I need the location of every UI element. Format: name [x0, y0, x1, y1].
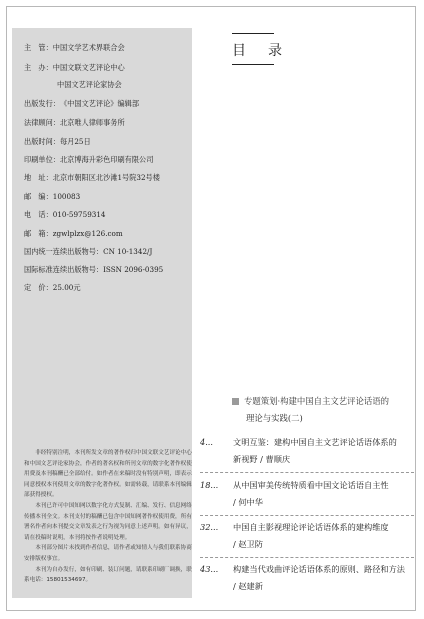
- toc-entry-title: 中国自主影视理论评论话语体系的建构维度: [233, 522, 389, 532]
- info-row-legal: [24, 118, 125, 127]
- info-row-printer: [24, 155, 153, 164]
- info-label: 出版发行：: [24, 99, 60, 108]
- toc-page-number: 4...: [200, 437, 214, 447]
- notice-paragraph: 本刊为自办发行，如有印刷、装订问题，请联系印刷厂调换，联系电话：15801534697。: [24, 566, 192, 584]
- info-value: CN 10-1342/J: [103, 247, 153, 256]
- info-row-postcode: [24, 192, 80, 201]
- toc-page-number: 43...: [200, 564, 219, 574]
- info-value: 中国文艺评论家协会: [57, 80, 122, 89]
- toc-entry-author: 新视野 / 曹顺庆: [233, 454, 291, 464]
- info-label: 主 管：: [24, 43, 53, 52]
- info-value: 北京唯人律师事务所: [59, 118, 125, 127]
- square-bullet-icon: [232, 398, 239, 405]
- info-row-issn: [24, 265, 163, 274]
- info-row-cn-number: [24, 247, 152, 256]
- toc-title: 目 录: [232, 43, 286, 59]
- info-value: 25.00元: [52, 283, 81, 292]
- info-row-phone: [24, 210, 106, 219]
- feature-title-line1: 专题策划·构建中国自主文艺评论话语的: [244, 396, 390, 406]
- info-value: 中国文联文艺评论中心: [52, 63, 125, 72]
- info-value: 每月25日: [59, 137, 91, 146]
- toc-top-rule: [232, 33, 274, 34]
- info-row-publish-time: [24, 137, 91, 146]
- info-value: 北京博海升彩色印刷有限公司: [59, 155, 154, 164]
- info-value: 010-59759314: [52, 210, 106, 219]
- toc-separator: [200, 472, 414, 473]
- info-value: 《中国文艺评论》编辑部: [59, 99, 140, 108]
- toc-page-number: 18...: [200, 480, 219, 490]
- info-row-sponsor: [24, 63, 125, 72]
- copyright-notice: [24, 448, 195, 586]
- info-label: 地 址：: [24, 173, 53, 182]
- info-row-price: [24, 283, 81, 292]
- info-label: 主 办：: [24, 63, 53, 72]
- info-label: 电 话：: [24, 210, 53, 219]
- info-label: 国内统一连续出版物号：: [24, 247, 104, 256]
- notice-paragraph: 非经特别注明，本刊所发文章的著作权归中国文联文艺评论中心和中国文艺评论家协会，作者的著名权和所刊文章的数字化著作权使用费及本刊稿酬已全部给付。如作者在来稿时没有特别声明，即表示同意授权本刊使用文章的数字化著作权。如需转载，请联系本刊编辑部获得授权。: [24, 450, 192, 499]
- toc-entry-title: 从中国审美传统特质看中国文论话语自主性: [233, 480, 389, 490]
- info-value: 北京市朝阳区北沙滩1号院32号楼: [52, 173, 160, 182]
- info-label: 出版时间：: [24, 137, 60, 146]
- info-row-address: [24, 173, 160, 182]
- notice-paragraph: 本刊已许可中国知网以数字化方式复制、汇编、发行、信息网络传播本刊全文。本刊支付的稿酬已包含中国知网著作权使用费，所有署名作者向本刊提交文章发表之行为视为同意上述声明。如有异议，请在投稿时说明，本刊将按作者说明处理。: [24, 502, 192, 541]
- info-row-supervisor: [24, 43, 125, 52]
- toc-entry-author: / 何中华: [233, 497, 263, 507]
- toc-page-number: 32...: [200, 522, 219, 532]
- info-label: 法律顾问：: [24, 118, 60, 127]
- toc-separator: [200, 515, 414, 516]
- info-label: 定 价：: [24, 283, 53, 292]
- feature-title-line2: 理论与实践(二): [246, 413, 303, 423]
- info-label: 邮 编：: [24, 192, 53, 201]
- info-value: zgwlplzx@126.com: [52, 229, 123, 238]
- info-row-sponsor-2: [57, 80, 122, 89]
- feature-heading: [232, 393, 389, 427]
- info-row-email: [24, 229, 123, 238]
- info-value: 中国文学艺术界联合会: [52, 43, 125, 52]
- toc-entry-title: 构建当代戏曲评论话语体系的原则、路径和方法: [233, 564, 405, 574]
- publication-info-panel: [12, 28, 192, 598]
- info-value: ISSN 2096-0395: [103, 265, 164, 274]
- toc-separator: [200, 557, 414, 558]
- info-value: 100083: [52, 192, 81, 201]
- toc-entry-author: / 赵建新: [233, 581, 263, 591]
- info-row-publisher: [24, 99, 139, 108]
- info-label: 印刷单位：: [24, 155, 60, 164]
- toc-bottom-rule: [232, 64, 274, 65]
- info-label: 邮 箱：: [24, 229, 53, 238]
- notice-paragraph: 本刊部分图片未找到作者信息，请作者或知情人与我们联系协商安排版权事宜。: [24, 545, 192, 562]
- toc-entry-author: / 赵卫防: [233, 539, 263, 549]
- toc-entry-title: 文明互鉴：建构中国自主文艺评论话语体系的: [233, 437, 397, 447]
- info-label: 国际标准连续出版物号：: [24, 265, 104, 274]
